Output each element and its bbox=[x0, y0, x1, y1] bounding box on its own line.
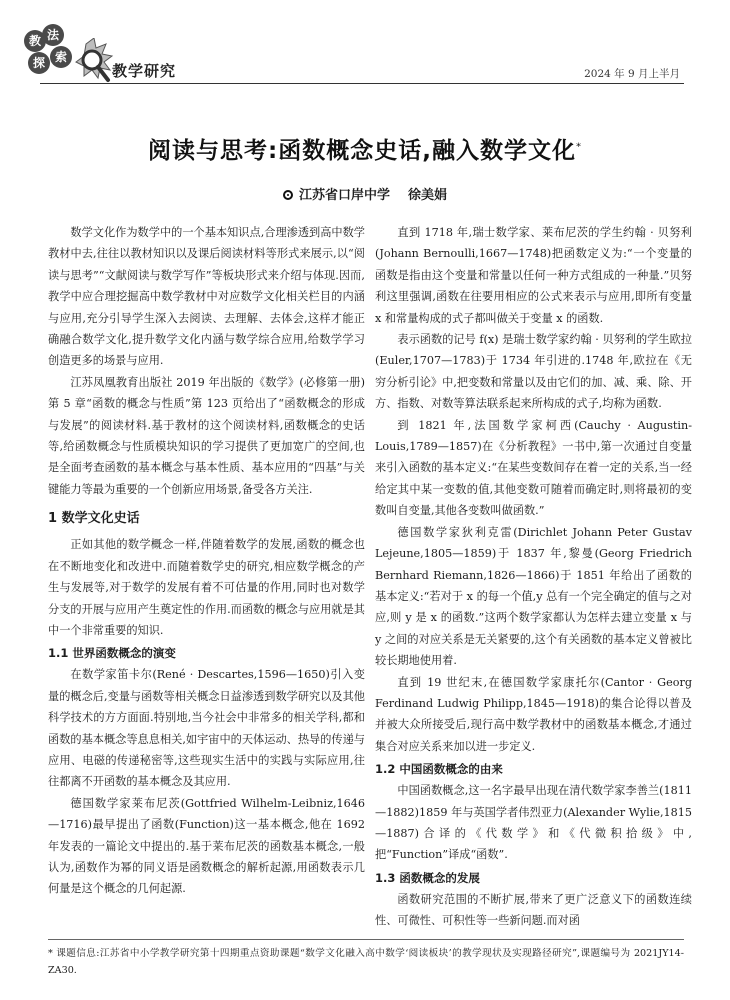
author-name: 徐美娟 bbox=[408, 188, 448, 203]
subsection-heading: 1.2 中国函数概念的由来 bbox=[375, 762, 503, 777]
subsection-heading: 1.1 世界函数概念的演变 bbox=[48, 646, 176, 661]
paragraph: 德国数学家狄利克雷(Dirichlet Johann Peter Gustav Lejeune,1805—1859)于 1837 年,黎曼(Georg Friedrich Bernhard Riemann,1826—1866)于 1851 年给出了函数的基本定义:“若对于 x 的每一个值,y 总有一个完全确定的值与之对应,则 y 是 x 的函数.”这两个数学家都认为怎样去建立变量 x 与 y 之间的对应关系是无关紧要的,这个有关函数的基本定义曾被比较长期地使用着. bbox=[375, 525, 692, 668]
logo-char: 探 bbox=[28, 52, 50, 74]
paragraph: 德国数学家莱布尼茨(Gottfried Wilhelm-Leibniz,1646—1716)最早提出了函数(Function)这一基本概念,他在 1692 年发表的一篇论文中提出的.基于莱布尼茨的函数基本概念,一般认为,函数作为幂的同义语是函数概念的解析起源,用函数表示几何量是这个概念的几何起源. bbox=[48, 796, 365, 896]
header-divider bbox=[40, 83, 684, 84]
issue-date: 2024 年 9 月上半月 bbox=[584, 68, 680, 80]
article-title bbox=[0, 132, 730, 165]
paragraph: 函数研究范围的不断扩展,带来了更广泛意义下的函数连续性、可微性、可积性等一些新问题.而对函 bbox=[375, 892, 692, 928]
paragraph: 到 1821 年,法国数学家柯西(Cauchy · Augustin-Louis,1789—1857)在《分析教程》一书中,第一次通过自变量来引入函数的基本定义:“在某些变数间存在着一定的关系,当一经给定其中某一变数的值,其他变数可随着而确定时,则将最初的变数叫自变量,其他各变数叫做函数.” bbox=[375, 418, 692, 518]
logo-char: 索 bbox=[50, 46, 72, 68]
magnifier-icon bbox=[72, 38, 116, 86]
paragraph: 中国函数概念,这一名字最早出现在清代数学家李善兰(1811—1882)1859 年与英国学者伟烈亚力(Alexander Wylie,1815—1887)合译的《代数学》和《代微积拾级》中,把“Function”译成“函数”. bbox=[375, 784, 692, 862]
bullet-icon bbox=[283, 190, 293, 200]
logo-char: 法 bbox=[42, 24, 64, 46]
paragraph: 直到 1718 年,瑞士数学家、莱布尼茨的学生约翰 · 贝努利(Johann Bernoulli,1667—1748)把函数定义为:“一个变量的函数是指由这个变量和常量以任何一种方式组成的一种量.”贝努利这里强调,函数在往要用相应的公式来表示与应用,即所有变量 x 和常量构成的式子都叫做关于变量 x 的函数. bbox=[375, 226, 692, 325]
title-text: 阅读与思考:函数概念史话,融入数学文化 bbox=[148, 138, 576, 164]
left-column bbox=[48, 222, 365, 900]
title-footnote-mark: * bbox=[575, 141, 582, 153]
school-name: 江苏省口岸中学 bbox=[298, 188, 390, 203]
paragraph: 数学文化作为数学中的一个基本知识点,合理渗透到高中数学教材中去,往往以教材知识以及课后阅读材料等形式来展示,以“阅读与思考”“文献阅读与数学写作”等板块形式来介绍与体现.因而,教学中应合理挖掘高中数学教材中对应数学文化相关栏目的内涵与应用,充分引导学生深入去阅读、去理解、去体会,这样才能正确融合数学文化,提升数学文化内涵与数学综合应用,给数学学习创造更多的场景与应用. bbox=[48, 226, 365, 368]
paragraph: 直到 19 世纪末,在德国数学家康托尔(Cantor · Georg Ferdinand Ludwig Philipp,1845—1918)的集合论得以普及并被大众所接受后,现行高中数学教材中的函数基本概念,才通过集合对应关系来加以进一步定义. bbox=[375, 675, 692, 753]
right-column bbox=[375, 222, 692, 932]
footnote: * 课题信息:江苏省中小学教学研究第十四期重点资助课题“数学文化融入高中数学‘阅读板块’的教学现状及实现路径研究”,课题编号为 2021JY14-ZA30. bbox=[48, 948, 684, 976]
logo-char: 教 bbox=[24, 30, 46, 52]
author-line bbox=[0, 184, 730, 203]
section-name: 教学研究 bbox=[112, 62, 177, 80]
paragraph: 正如其他的数学概念一样,伴随着数学的发展,函数的概念也在不断地变化和改进中.而随着数学史的研究,相应数学概念的产生与发展等,对于数学的发展有着不可估量的作用,同时也对数学分支的开展与应用产生奠定性的作用.而函数的概念与应用就是其中一个非常重要的知识. bbox=[48, 538, 365, 637]
subsection-heading: 1.3 函数概念的发展 bbox=[375, 870, 480, 885]
paragraph: 在数学家笛卡尔(René · Descartes,1596—1650)引入变量的概念后,变量与函数等相关概念日益渗透到数学研究以及其他科学技术的方方面面.特别地,当今社会中非常多的相关学科,都和函数的基本概念等息息相关,如宇宙中的天体运动、热导的传递与应用、电磁的传递秘密等,这些现实生活中的实践与实际应用,往往都离不开函数的基本概念及其应用. bbox=[48, 668, 365, 789]
section-heading: 1 数学文化史话 bbox=[48, 511, 140, 527]
paragraph: 江苏凤凰教育出版社 2019 年出版的《数学》(必修第一册)第 5 章“函数的概念与性质”第 123 页给出了“函数概念的形成与发展”的阅读材料.基于教材的这个阅读材料,函数概念的史话等,给函数概念与性质模块知识的学习提供了更加宽广的空间,也是全面考查函数的基本概念与基本性质、基本应用的“四基”与关键能力等最为重要的一个创新应用场景,备受各方关注. bbox=[48, 375, 365, 496]
paragraph: 表示函数的记号 f(x) 是瑞士数学家约翰 · 贝努利的学生欧拉(Euler,1707—1783)于 1734 年引进的.1748 年,欧拉在《无穷分析引论》中,把变数和常量以及由它们的加、减、乘、除、开方、指数、对数等算法联系起来所构成的式子,均称为函数. bbox=[375, 333, 692, 411]
footnote-divider bbox=[48, 939, 684, 940]
column-logo bbox=[20, 20, 112, 92]
